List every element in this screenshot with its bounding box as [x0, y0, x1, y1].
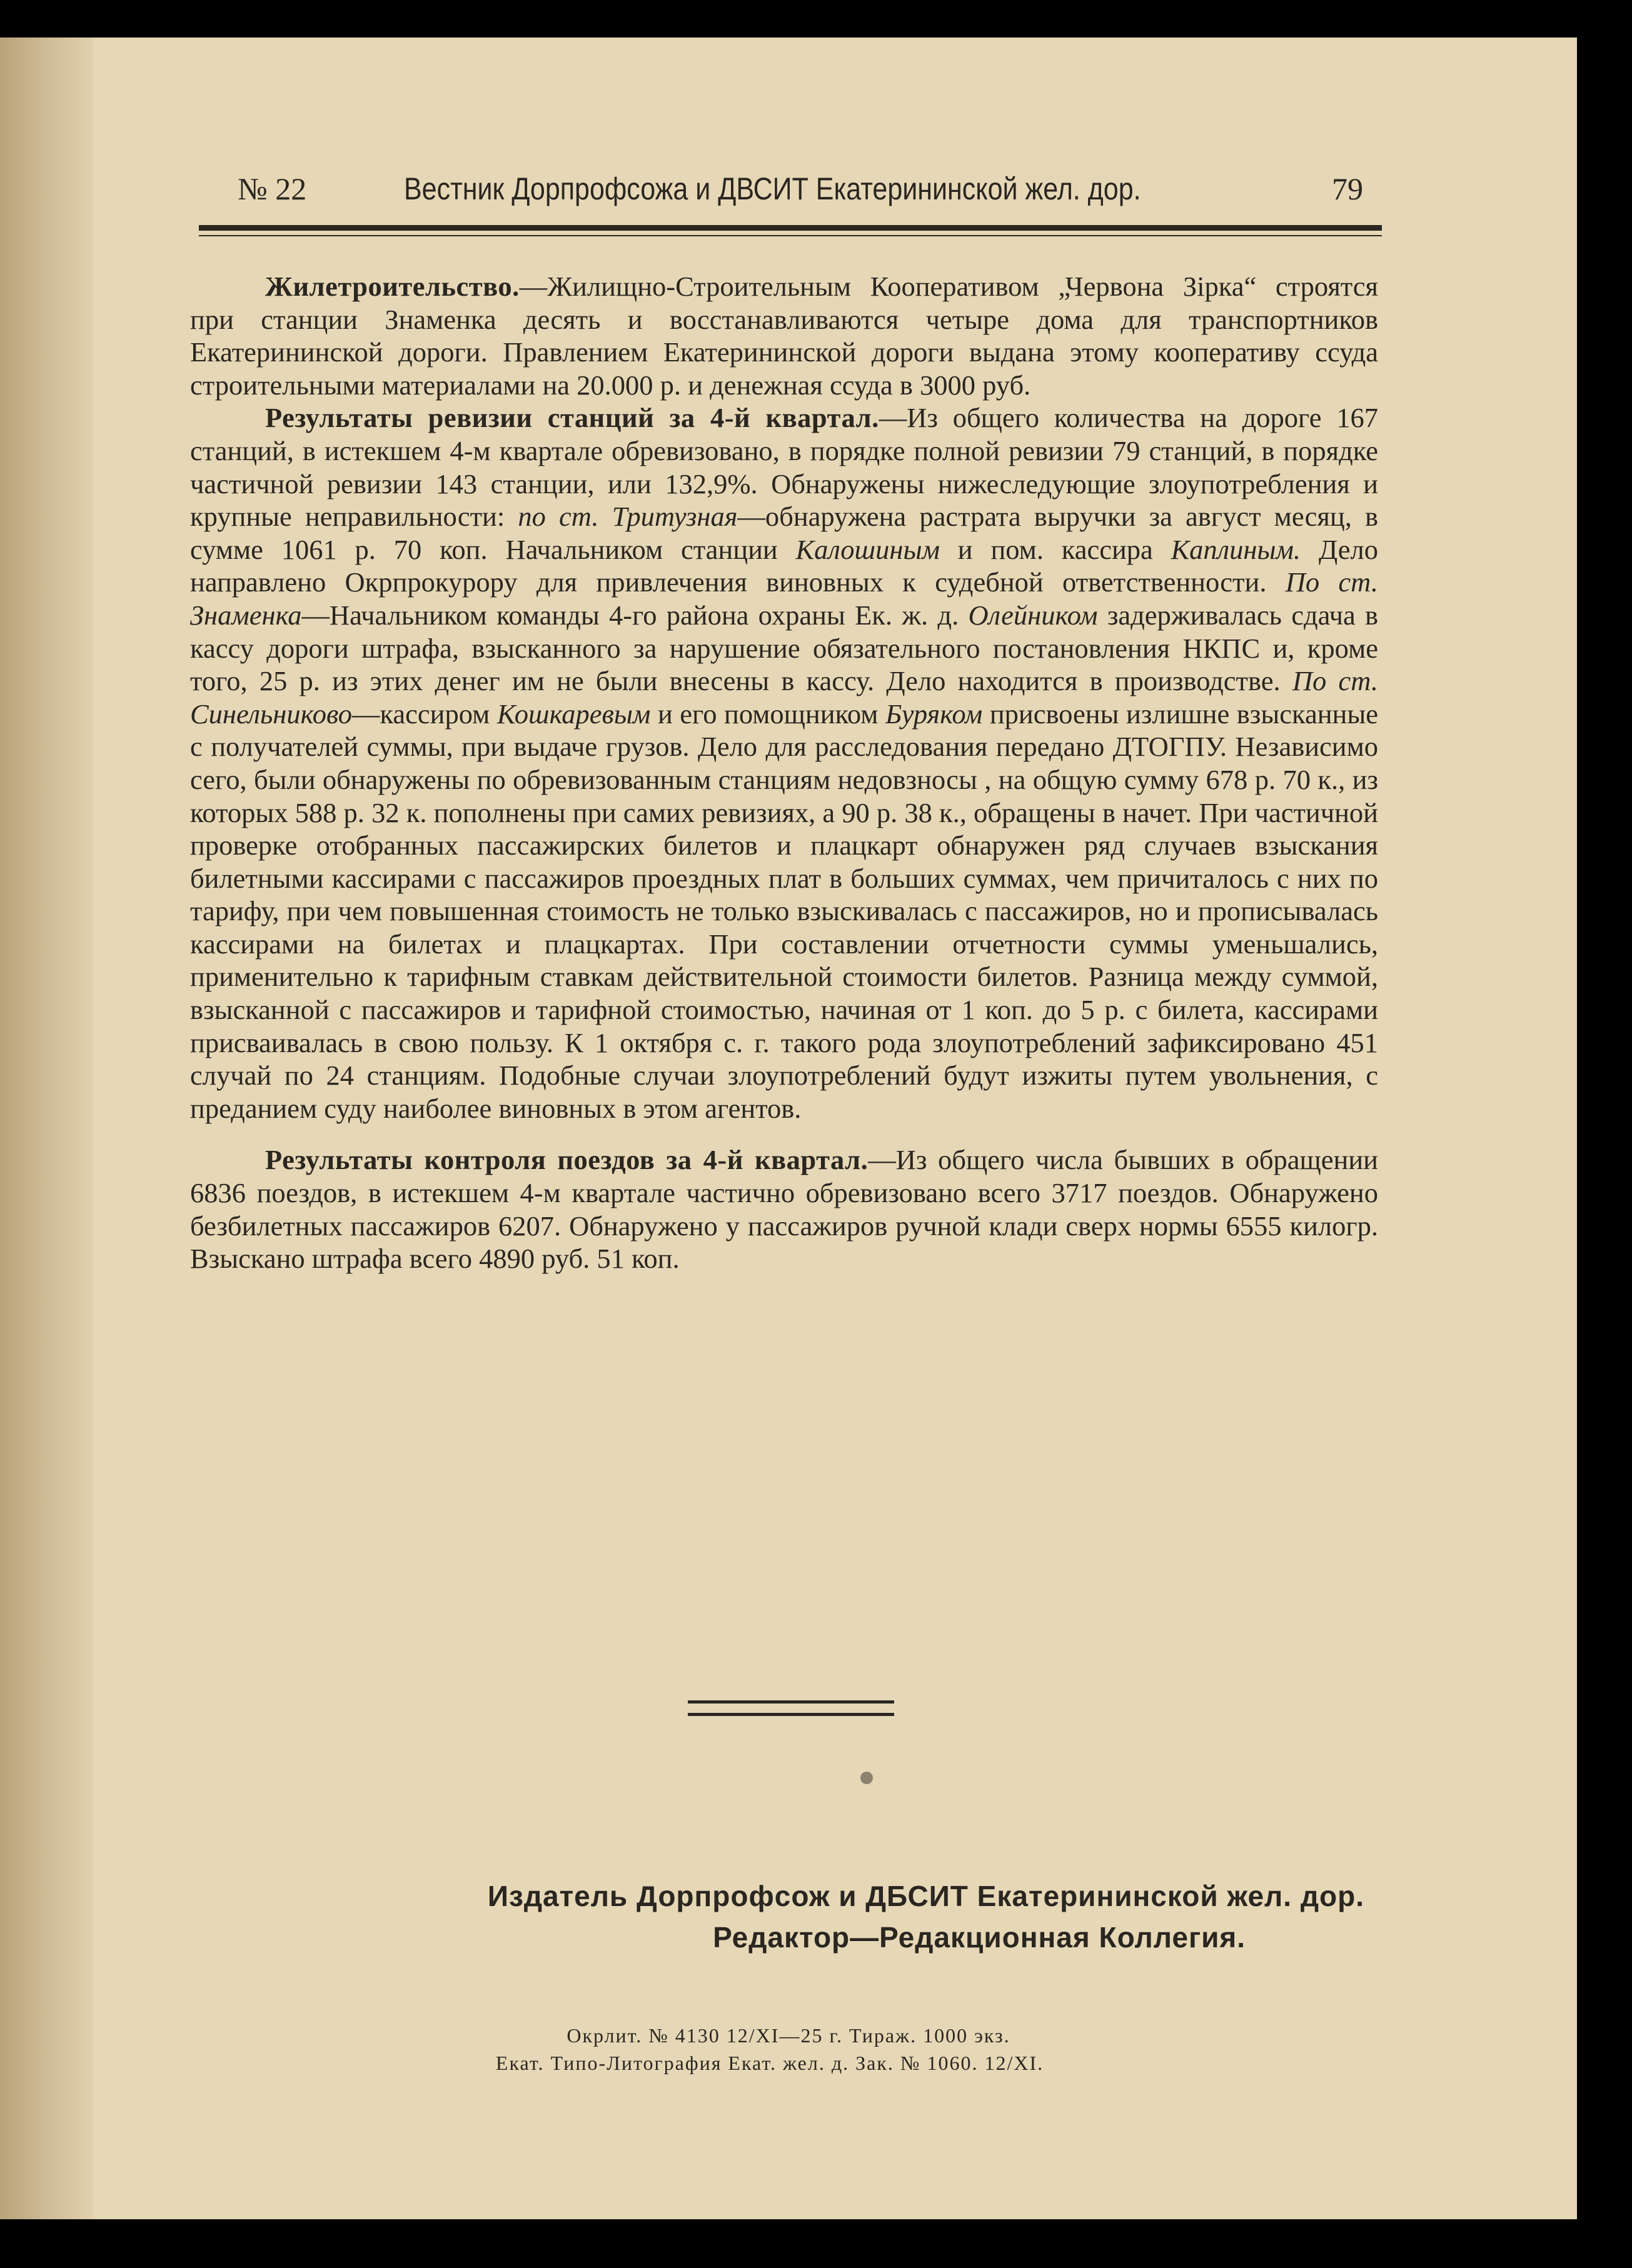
page-gutter-shadow: [0, 38, 94, 2219]
article-body: [190, 270, 1378, 1275]
person-name: Калошиным: [795, 533, 940, 565]
editor-line: Редактор—Редакционная Коллегия.: [713, 1921, 1246, 1954]
station-name: по ст. Тритузная: [518, 501, 738, 533]
person-name: Буряком: [885, 698, 983, 730]
running-header: [199, 158, 1382, 233]
journal-title: Вестник Дорпрофсожа и ДВСИТ Екатерининской жел. дор.: [404, 171, 1141, 206]
article-heading: Жилетроительство.: [265, 271, 520, 302]
article-text: —Из общего числа бывших в обращении 6836 поездов, в истекшем 4-м квартале частично обревизовано всего 3717 поездов. Обнаружено безбилетных пассажиров 6207. Обнаружено у пассажиров ручной клади сверх нормы 6555 килогр. Взыскано штрафа всего 4890 руб. 51 коп.: [190, 1144, 1378, 1275]
ornament-dot: [860, 1772, 873, 1784]
separator-rule-bottom: [688, 1713, 894, 1716]
article-text: —Из общего количества на дороге 167 станций, в истекшем 4-м квартале обревизовано, в порядке полной ревизии 79 станций, в порядке частичной ревизии 143 станции, или 132,9%. Обнаружены нижеследующие злоупотребления и крупные неправильности:: [190, 402, 1378, 533]
article-text: присвоены излишне взысканные с получателей суммы, при выдаче грузов. Дело для расследования передано ДТОГПУ. Независимо сего, были обнаружены по обревизованным станциям недовзносы , на общую сумму 678 р. 70 к., из которых 588 р. 32 к. пополнены при самих ревизиях, а 90 р. 38 к., обращены в начет. При частичной проверке отобранных пассажирских билетов и плацкарт обнаружен ряд случаев взыскания билетными кассирами с пассажиров проездных плат в больших суммах, чем причиталось с них по тарифу, при чем повышенная стоимость не только взыскивалась с пассажиров, но и прописывалась кассирами на билетах и плацкартах. При составлении отчетности суммы уменьшались, применительно к тарифным ставкам действительной стоимости билетов. Разница между суммой, взысканной с пассажиров и тарифной стоимостью, начиная от 1 коп. до 5 р. с билета, кассирами присваивалась в свою пользу. К 1 октября с. г. такого рода злоупотреблений зафиксировано 451 случай по 24 станциям. Подобные случаи злоупотреблений будут изжиты путем увольнения, с преданием суду наиболее виновных в этом агентов.: [190, 698, 1379, 1124]
article-housing: [190, 270, 1378, 401]
article-text: —Начальником команды 4-го района охраны Ек. ж. д.: [301, 599, 969, 631]
page: [0, 38, 1577, 2219]
person-name: Каплиным.: [1171, 533, 1301, 565]
station-name: По ст. Синельниково: [190, 665, 1378, 730]
article-text: —обнаружена растрата выручки за август месяц, в сумме 1061 р. 70 коп. Начальником станции: [190, 501, 1378, 565]
article-station-audit: [190, 401, 1378, 1125]
imprint-line-1: Окрлит. № 4130 12/XI—25 г. Тираж. 1000 экз.: [567, 2024, 1010, 2047]
page-number: 79: [1332, 171, 1363, 206]
header-rule-thin: [199, 235, 1382, 236]
publisher-block: [488, 1875, 1364, 1958]
article-text: —кассиром: [351, 698, 497, 730]
article-heading: Результаты ревизии станций за 4-й квартал.: [265, 402, 879, 434]
issue-number: № 22: [238, 171, 307, 206]
station-name: По ст. Знаменка: [190, 566, 1378, 631]
article-text: и его помощником: [650, 698, 885, 730]
article-text: —Жилищно-Строительным Кооперативом „Червона Зірка“ строятся при станции Знаменка десять и восстанавливаются четыре дома для транспортников Екатерининской дороги. Правлением Екатерининской дороги выдана этому кооперативу ссуда строительными материалами на 20.000 р. и денежная ссуда в 3000 руб.: [190, 271, 1378, 401]
separator-rule-top: [688, 1700, 894, 1704]
print-imprint: [0, 2022, 1577, 2077]
person-name: Олейником: [968, 599, 1098, 631]
header-rule-thick: [199, 225, 1382, 231]
article-text: задерживалась сдача в кассу дороги штрафа, взысканного за нарушение обязательного постановления НКПС и, кроме того, 25 р. из этих денег им не были внесены в кассу. Дело находится в производстве.: [190, 599, 1379, 697]
article-text: и пом. кассира: [939, 533, 1171, 565]
article-heading: Результаты контроля поездов за 4-й квартал.: [265, 1144, 869, 1176]
article-train-control: [190, 1143, 1378, 1275]
person-name: Кошкаревым: [496, 698, 651, 730]
publisher-line: Издатель Дорпрофсож и ДБСИТ Екатерининской жел. дор.: [487, 1880, 1364, 1912]
article-text: Дело направлено Окрпрокурору для привлечения виновных к судебной ответственности.: [190, 533, 1378, 598]
imprint-line-2: Екат. Типо-Литография Екат. жел. д. Зак. № 1060. 12/XI.: [495, 2052, 1044, 2074]
